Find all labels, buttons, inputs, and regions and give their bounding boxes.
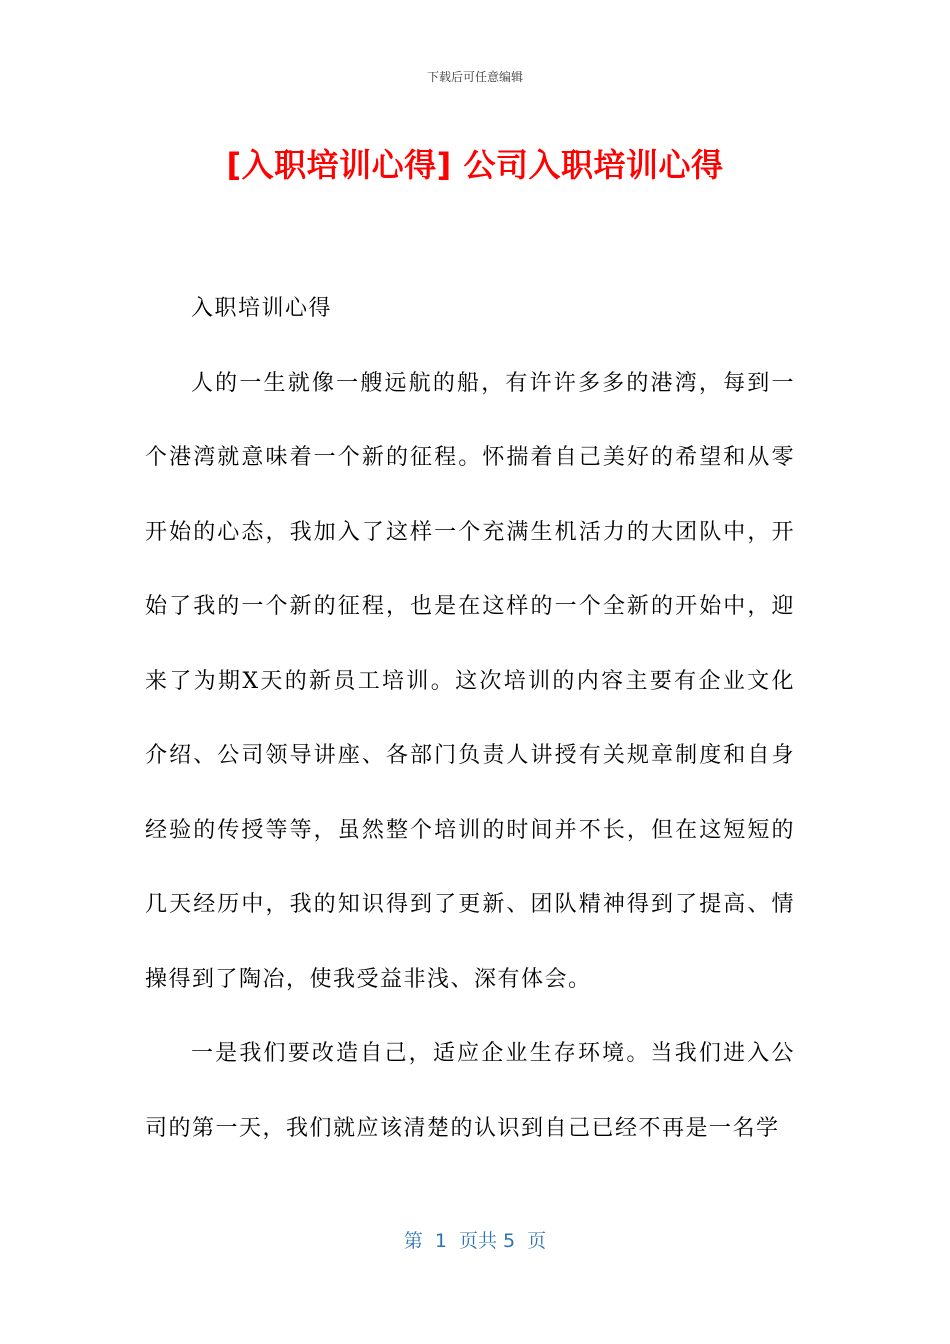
header-note: 下载后可任意编辑 (426, 70, 523, 84)
paragraph-heading: 入职培训心得 (191, 296, 333, 321)
document-title: [入职培训心得] 公司入职培训心得 (226, 146, 724, 184)
paragraph: 人的一生就像一艘远航的船，有许许多多的港湾，每到一个港湾就意味着一个新的征程。怀揣着自己美好的希望和从零开始的心态，我加入了这样一个充满生机活力的大团队中，开始了我的一个新的征程，也是在这样的一个全新的开始中，迎来了为期X天的新员工培训。这次培训的内容主要有企业文化介绍、公司领导讲座、各部门负责人讲授有关规章制度和自身经验的传授等等，虽然整个培训的时间并不长，但在这短短的几天经历中，我的知识得到了更新、团队精神得到了提高、情操得到了陶冶，使我受益非浅、深有体会。 (145, 370, 795, 992)
paragraph: 一是我们要改造自己，适应企业生存环境。当我们进入公司的第一天，我们就应该清楚的认识到自己已经不再是一名学 (145, 1041, 795, 1141)
page-number-footer: 第 1 页共 5 页 (403, 1230, 547, 1252)
document-body (145, 272, 795, 1166)
